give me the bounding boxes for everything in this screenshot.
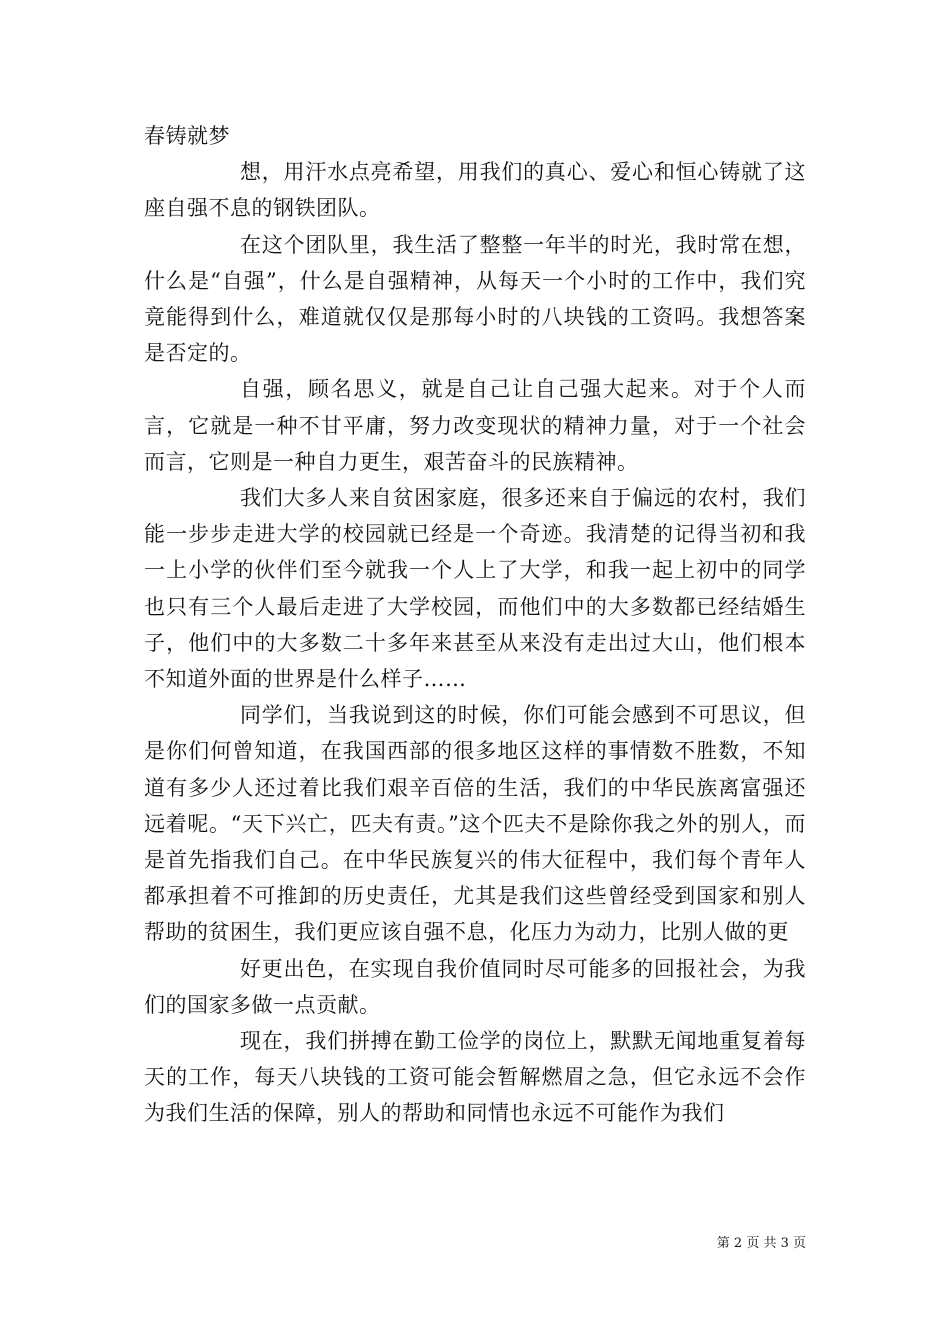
paragraph-6: 同学们，当我说到这的时候，你们可能会感到不可思议，但是你们何曾知道，在我国西部的很多地区这样的事情数不胜数，不知道有多少人还过着比我们艰辛百倍的生活，我们的中华民族离富强还远着呢。“天下兴亡，匹夫有责。”这个匹夫不是除你我之外的别人，而是首先指我们自己。在中华民族复兴的伟大征程中，我们每个青年人都承担着不可推卸的历史责任，尤其是我们这些曾经受到国家和别人帮助的贫困生，我们更应该自强不息，化压力为动力，比别人做的更 <box>144 703 806 945</box>
paragraph-3: 在这个团队里，我生活了整整一年半的时光，我时常在想，什么是“自强”，什么是自强精神，从每天一个小时的工作中，我们究竟能得到什么，难道就仅仅是那每小时的八块钱的工资吗。我想答案是否定的。 <box>144 232 806 366</box>
document-body <box>144 118 806 1132</box>
paragraph-8: 现在，我们拼搏在勤工俭学的岗位上，默默无闻地重复着每天的工作，每天八块钱的工资可能会暂解燃眉之急，但它永远不会作为我们生活的保障，别人的帮助和同情也永远不可能作为我们 <box>144 1029 806 1126</box>
page-number: 第 2 页 共 3 页 <box>716 1236 806 1251</box>
paragraph-7: 好更出色，在实现自我价值同时尽可能多的回报社会，为我们的国家多做一点贡献。 <box>144 956 806 1017</box>
paragraph-4: 自强，顾名思义，就是自己让自己强大起来。对于个人而言，它就是一种不甘平庸，努力改变现状的精神力量，对于一个社会而言，它则是一种自力更生，艰苦奋斗的民族精神。 <box>144 377 806 474</box>
paragraph-1: 春铸就梦 <box>144 124 230 148</box>
paragraph-5: 我们大多人来自贫困家庭，很多还来自于偏远的农村，我们能一步步走进大学的校园就已经是一个奇迹。我清楚的记得当初和我一上小学的伙伴们至今就我一个人上了大学，和我一起上初中的同学也只有三个人最后走进了大学校园，而他们中的大多数都已经结婚生子，他们中的大多数二十多年来甚至从来没有走出过大山，他们根本不知道外面的世界是什么样子…… <box>144 486 806 692</box>
paragraph-2: 想，用汗水点亮希望，用我们的真心、爱心和恒心铸就了这座自强不息的钢铁团队。 <box>144 160 806 221</box>
